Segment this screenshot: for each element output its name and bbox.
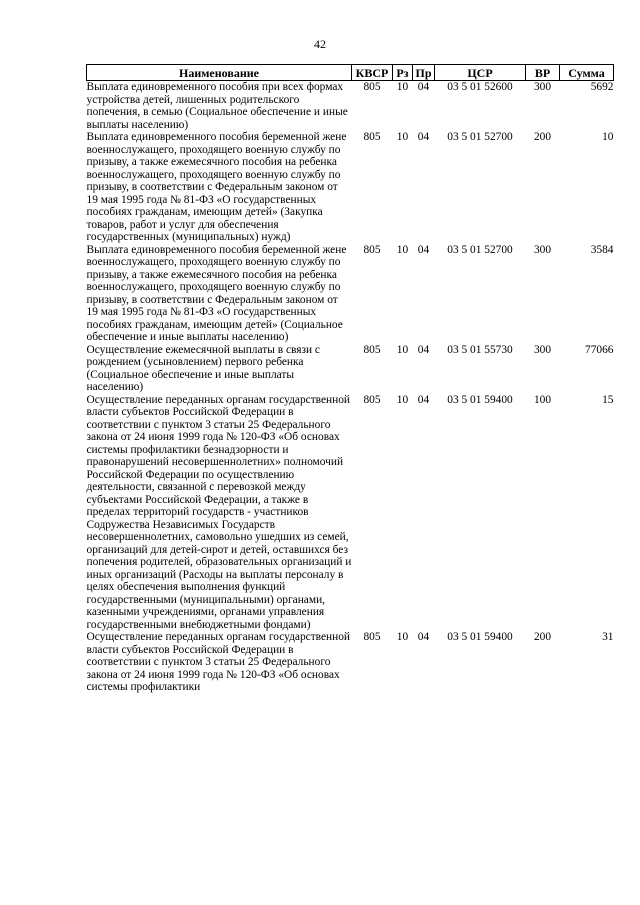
row-vr: 100: [533, 393, 552, 406]
row-kvsr: 805: [363, 243, 381, 256]
column-header-name: Наименование: [87, 65, 352, 81]
column-header-kvsr: КВСР: [352, 65, 393, 81]
column-header-sum: Сумма: [560, 65, 614, 81]
row-kvsr: 805: [363, 81, 381, 93]
table-row: [87, 394, 614, 632]
row-vr: 300: [533, 81, 552, 93]
row-name: Выплата единовременного пособия беременной жене военнослужащего, проходящего военную службу по призыву, а также ежемесячного пособия на ребенка военнослужащего, проходящего военную службу по призыву, в соответствии с Федеральным законом от 19 мая 1995 года № 81-ФЗ «О государственных пособиях гражданам, имеющим детей» (Социальное обеспечение и иные выплаты населению): [86, 243, 347, 343]
row-sum: 5692: [590, 81, 614, 93]
row-kvsr: 805: [363, 343, 381, 356]
column-header-csr: ЦСР: [435, 65, 526, 81]
row-vr: 200: [533, 631, 552, 643]
table-row: [87, 344, 614, 394]
row-sum: 10: [602, 131, 614, 143]
budget-table: [86, 64, 614, 694]
table-row: [87, 244, 614, 344]
row-rz: 10: [396, 131, 409, 143]
row-pr: 04: [417, 131, 430, 143]
row-pr: 04: [417, 243, 430, 256]
row-name: Осуществление переданных органам государственной власти субъектов Российской Федерации в соответствии с пунктом 3 статьи 25 Федерального закона от 24 июня 1999 года № 120-ФЗ «Об основах системы профилактики: [86, 631, 351, 693]
row-name: Выплата единовременного пособия при всех формах устройства детей, лишенных родительского попечения, в семью (Социальное обеспечение и иные выплаты населению): [86, 81, 348, 131]
row-rz: 10: [396, 343, 409, 356]
row-vr: 300: [533, 343, 552, 356]
table-row: [87, 131, 614, 244]
table-row: [87, 81, 614, 132]
row-rz: 10: [396, 81, 409, 93]
table-row: [87, 631, 614, 694]
row-rz: 10: [396, 393, 409, 406]
page-number: 42: [314, 37, 326, 51]
row-rz: 10: [396, 631, 409, 643]
row-name: Осуществление ежемесячной выплаты в связи с рождением (усыновлением) первого ребенка (Социальное обеспечение и иные выплаты населению): [86, 343, 320, 393]
row-csr: 03 5 01 52700: [447, 243, 513, 256]
row-name: Осуществление переданных органам государственной власти субъектов Российской Федерации в соответствии с пунктом 3 статьи 25 Федерального закона от 24 июня 1999 года № 120-ФЗ «Об основах системы профилактики безнадзорности и правонарушений несовершеннолетних» полномочий Российской Федерации по осуществлению деятельности, связанной с перевозкой между субъектами Российской Федерации, а также в пределах территорий государств - участников Содружества Независимых Государств несовершеннолетних, самовольно ушедших из семей, организаций для детей-сирот и детей, оставшихся без попечения родителей, образовательных организаций и иных организаций (Расходы на выплаты персоналу в целях обеспечения выполнения функций государственными (муниципальными) органами, казенными учреждениями, органами управления государственными внебюджетными фондами): [86, 393, 352, 631]
row-csr: 03 5 01 59400: [447, 631, 513, 643]
row-name: Выплата единовременного пособия беременной жене военнослужащего, проходящего военную службу по призыву, а также ежемесячного пособия на ребенка военнослужащего, проходящего военную службу по призыву, в соответствии с Федеральным законом от 19 мая 1995 года № 81-ФЗ «О государственных пособиях гражданам, имеющим детей» (Закупка товаров, работ и услуг для обеспечения государственных (муниципальных) нужд): [86, 131, 347, 243]
row-csr: 03 5 01 52600: [447, 81, 513, 93]
row-vr: 200: [533, 131, 552, 143]
column-header-vr: ВР: [526, 65, 560, 81]
row-csr: 03 5 01 52700: [447, 131, 513, 143]
row-csr: 03 5 01 59400: [447, 393, 513, 406]
row-rz: 10: [396, 243, 409, 256]
row-pr: 04: [417, 631, 430, 643]
row-sum: 31: [602, 631, 614, 643]
row-kvsr: 805: [363, 131, 381, 143]
row-sum: 77066: [585, 343, 614, 356]
row-kvsr: 805: [363, 631, 381, 643]
row-sum: 3584: [590, 243, 614, 256]
row-csr: 03 5 01 55730: [447, 343, 513, 356]
row-pr: 04: [417, 81, 430, 93]
row-pr: 04: [417, 393, 430, 406]
row-sum: 15: [602, 393, 614, 406]
column-header-rz: Рз: [393, 65, 413, 81]
row-kvsr: 805: [363, 393, 381, 406]
column-header-pr: Пр: [413, 65, 435, 81]
table-header-row: [87, 65, 614, 81]
row-pr: 04: [417, 343, 430, 356]
row-vr: 300: [533, 243, 552, 256]
